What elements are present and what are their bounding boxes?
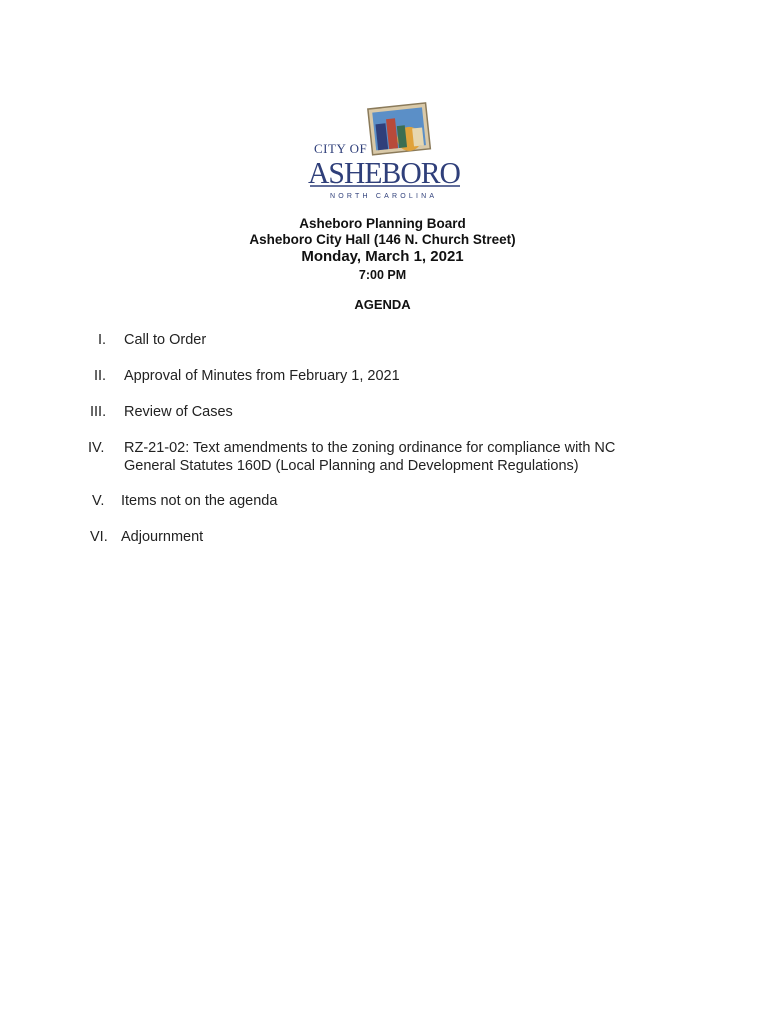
agenda-item-text: RZ-21-02: Text amendments to the zoning ordinance for compliance with NC (124, 440, 616, 456)
city-logo (300, 100, 470, 204)
agenda-item-text: Review of Cases (124, 404, 233, 420)
agenda-item-text: Approval of Minutes from February 1, 2021 (124, 368, 400, 384)
agenda-item-number: II. (94, 368, 107, 384)
agenda-item-text-continued: General Statutes 160D (Local Planning and Development Regulations) (124, 458, 579, 474)
agenda-item-text: Items not on the agenda (121, 493, 278, 509)
board-name: Asheboro Planning Board (299, 216, 466, 231)
logo-state: NORTH CAROLINA (330, 193, 438, 200)
agenda-item-number: V. (92, 493, 105, 509)
agenda-title: AGENDA (354, 297, 411, 312)
city-logo-graphic (300, 100, 470, 204)
agenda-item-text: Call to Order (124, 332, 207, 348)
agenda-item-number: VI. (90, 529, 108, 545)
agenda-item-number: IV. (88, 440, 105, 456)
agenda-item-number: III. (90, 404, 107, 420)
meeting-time: 7:00 PM (358, 268, 407, 282)
meeting-header (0, 216, 765, 313)
meeting-location: Asheboro City Hall (146 N. Church Street) (249, 232, 516, 247)
logo-name: ASHEBORO (308, 155, 461, 190)
meeting-date: Monday, March 1, 2021 (301, 248, 464, 265)
agenda-item-text: Adjournment (121, 529, 204, 545)
agenda-item-number: I. (98, 332, 107, 348)
logo-city-of: CITY OF (314, 141, 368, 156)
